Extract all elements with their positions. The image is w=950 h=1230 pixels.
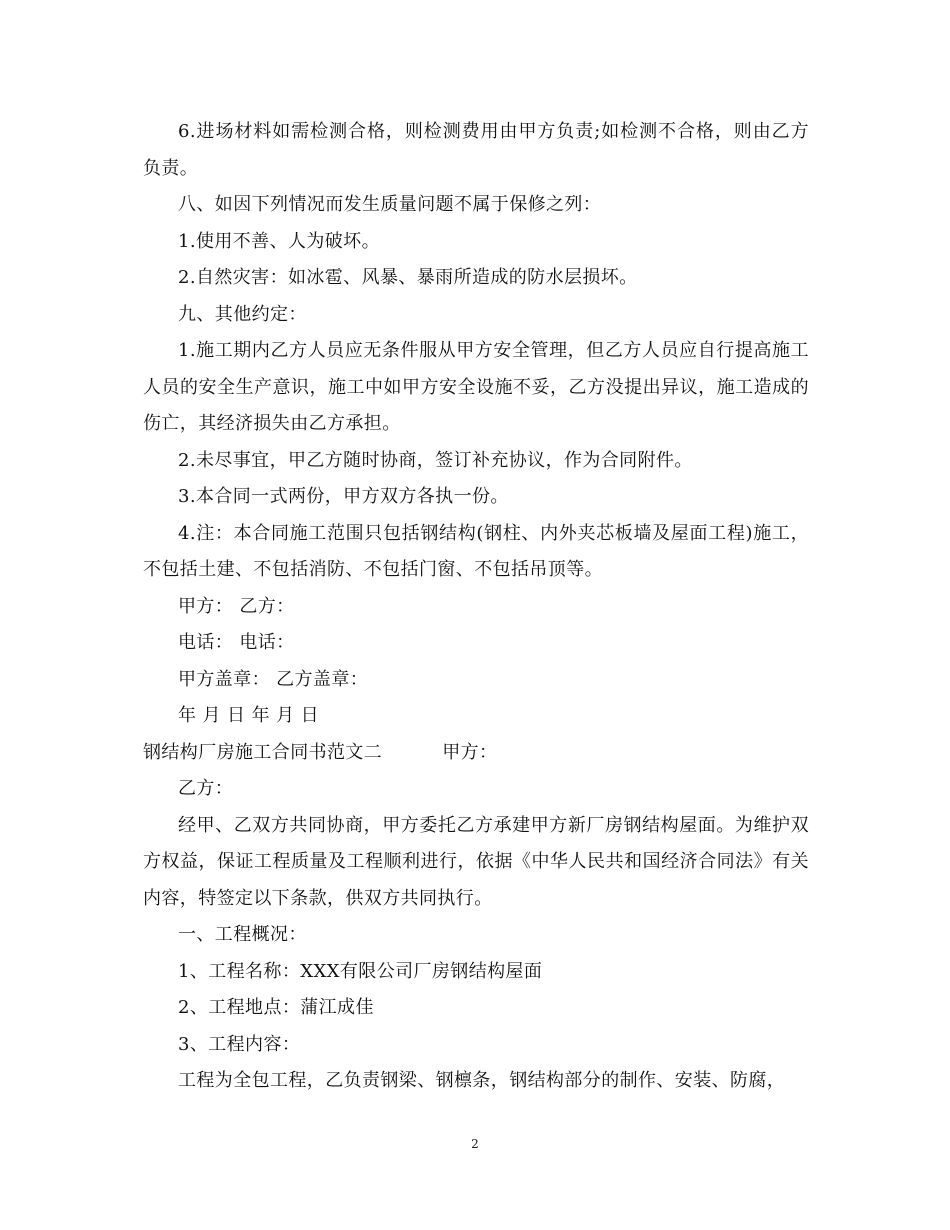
paragraph-supplementary-agreement: 2.未尽事宜，甲乙方随时协商，签订补充协议，作为合同附件。 (178, 449, 693, 471)
signature-dates: 年 月 日 年 月 日 (178, 705, 320, 726)
paragraph-contract-copies: 3.本合同一式两份，甲方双方各执一份。 (178, 486, 509, 507)
party-b-label: 乙方： (178, 778, 234, 799)
heading-project-content: 3、工程内容： (178, 1033, 301, 1055)
party-a-label: 甲方： (442, 741, 498, 763)
contract-title: 钢结构厂房施工合同书范文二 (143, 741, 383, 763)
paragraph-natural-disaster: 2.自然灾害：如冰雹、风暴、暴雨所造成的防水层损坏。 (178, 267, 638, 288)
paragraph-improper-use: 1.使用不善、人为破坏。 (178, 230, 380, 252)
signature-phones: 电话： 电话： (178, 632, 295, 653)
signature-seals: 甲方盖章： 乙方盖章： (178, 668, 369, 690)
paragraph-project-content: 工程为全包工程，乙负责钢梁、钢檩条，钢结构部分的制作、安装、防腐， (178, 1070, 786, 1091)
heading-other-agreements: 九、其他约定： (178, 303, 307, 325)
document-body (143, 114, 809, 1100)
paragraph-project-location: 2、工程地点：蒲江成佳 (178, 997, 374, 1018)
signature-parties: 甲方： 乙方： (178, 595, 295, 617)
page-number: 2 (471, 1137, 479, 1151)
paragraph-construction-scope: 4.注：本合同施工范围只包括钢结构(钢柱、内外夹芯板墙及屋面工程)施工，不包括土建、不包括消防、不包括门窗、不包括吊顶等。 (143, 522, 809, 580)
paragraph-material-testing: 6.进场材料如需检测合格，则检测费用由甲方负责;如检测不合格，则由乙方负责。 (143, 121, 809, 179)
paragraph-safety-management: 1.施工期内乙方人员应无条件服从甲方安全管理，但乙方人员应自行提高施工人员的安全生产意识，施工中如甲方安全设施不妥，乙方没提出异议，施工造成的伤亡，其经济损失由乙方承担。 (143, 340, 809, 434)
heading-project-overview: 一、工程概况： (178, 924, 307, 945)
paragraph-introduction: 经甲、乙双方共同协商，甲方委托乙方承建甲方新厂房钢结构屋面。为维护双方权益，保证工程质量及工程顺利进行，依据《中华人民共和国经济合同法》有关内容，特签定以下条款，供双方共同执行。 (143, 814, 809, 909)
paragraph-project-name: 1、工程名称：XXX有限公司厂房钢结构屋面 (178, 960, 543, 982)
heading-warranty-exclusions: 八、如因下列情况而发生质量问题不属于保修之列： (178, 194, 602, 215)
contract-title-line (143, 735, 809, 772)
